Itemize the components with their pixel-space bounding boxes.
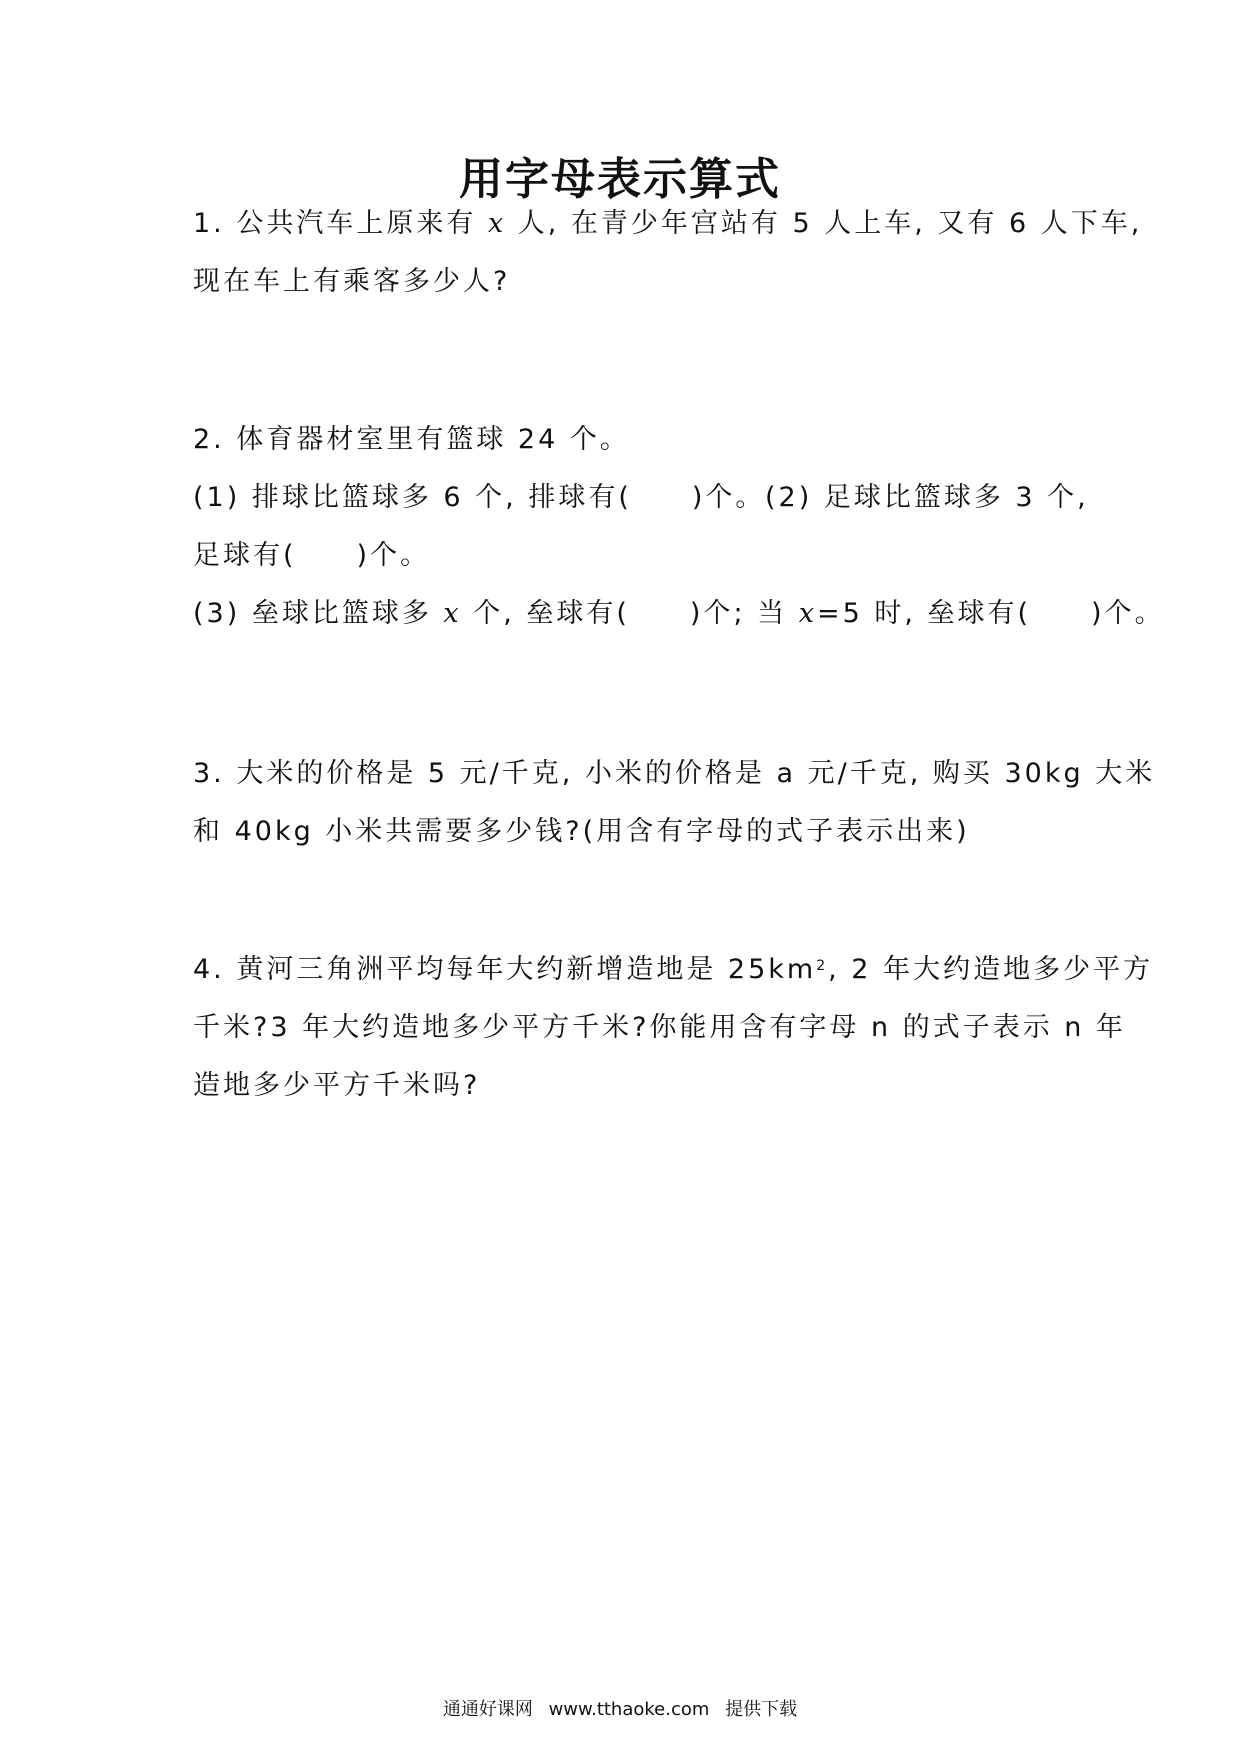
question-1-line-2 — [193, 264, 510, 300]
question-2-part-3-text-b: 个, 垒球有( )个; 当 — [461, 598, 799, 629]
question-2 — [193, 422, 1165, 662]
question-4 — [193, 952, 1154, 1122]
question-2-part-1: (1) 排球比篮球多 6 个, 排球有( )个。 — [193, 482, 766, 513]
question-1-text-c: 现在车上有乘客多少人? — [193, 266, 511, 297]
question-2-part-2-cont: 足球有( )个。 — [193, 540, 431, 571]
question-4-superscript: 2 — [816, 958, 829, 974]
page-title: 用字母表示算式 — [459, 154, 781, 205]
question-4-line-2: 千米?3 年大约造地多少平方千米?你能用含有字母 n 的式子表示 n 年 — [193, 1012, 1126, 1043]
question-1-variable: x — [487, 208, 507, 239]
question-2-intro: 2. 体育器材室里有篮球 24 个。 — [193, 424, 630, 455]
question-2-part-3-text-a: (3) 垒球比篮球多 — [193, 598, 444, 629]
question-2-part-3 — [193, 596, 1165, 632]
question-2-part-3-variable: x — [443, 598, 462, 629]
question-2-part-3-variable-2: x — [798, 598, 817, 629]
question-1-text-b: 人, 在青少年宫站有 5 人上车, 又有 6 人下车, — [506, 208, 1143, 239]
question-3 — [193, 756, 1156, 866]
question-4-text-b: , 2 年大约造地多少平方 — [828, 954, 1154, 985]
question-4-text-a: 4. 黄河三角洲平均每年大约新增造地是 25km — [193, 954, 817, 985]
question-2-part-3-text-c: =5 时, 垒球有( )个。 — [816, 598, 1165, 629]
footer-note: 提供下载 — [725, 1699, 798, 1720]
footer — [0, 1698, 1240, 1722]
question-4-line-3: 造地多少平方千米吗? — [193, 1070, 481, 1101]
footer-site-name: 通通好课网 — [442, 1699, 533, 1720]
footer-url-link[interactable]: www.tthaoke.com — [548, 1699, 710, 1720]
question-1 — [193, 206, 1143, 316]
question-2-part-2: (2) 足球比篮球多 3 个, — [765, 482, 1089, 513]
question-3-line-2: 和 40kg 小米共需要多少钱?(用含有字母的式子表示出来) — [193, 816, 970, 847]
question-1-line-1 — [193, 206, 1142, 242]
question-1-text-a: 1. 公共汽车上原来有 — [193, 208, 488, 239]
question-3-line-1: 3. 大米的价格是 5 元/千克, 小米的价格是 a 元/千克, 购买 30kg 大米 — [193, 758, 1156, 789]
question-4-line-1 — [193, 952, 1153, 988]
